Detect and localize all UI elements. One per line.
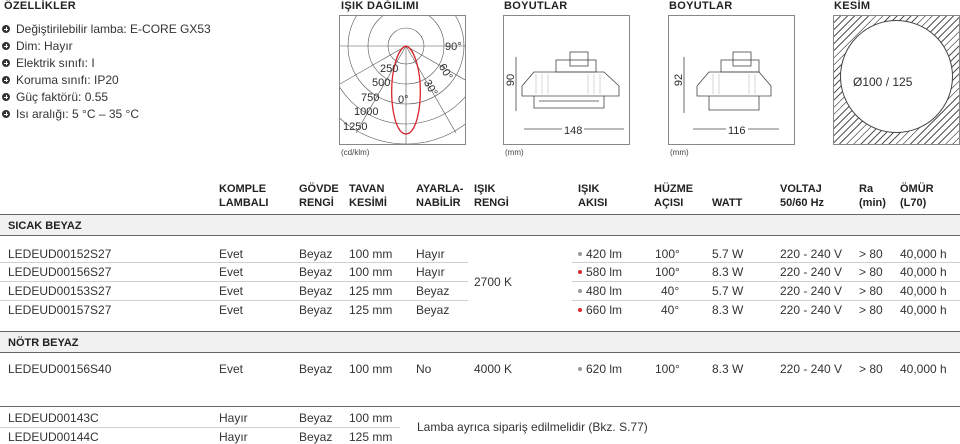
radial-label-750: 750	[361, 92, 380, 104]
dim2-width-label: 116	[728, 125, 746, 137]
flux-dot	[578, 270, 582, 274]
section-neutral-white: NÖTR BEYAZ	[0, 331, 960, 353]
bottom-note: Lamba ayrıca sipariş edilmelidir (Bkz. S.77)	[417, 420, 648, 434]
dim2-unit: (mm)	[670, 148, 689, 157]
row-divider	[0, 281, 468, 282]
product-code: LEDEUD00156S40	[8, 362, 112, 376]
section-divider	[0, 406, 960, 407]
col-ceiling-cut: TAVAN KESİMİ	[349, 183, 387, 209]
product-code: LEDEUD00144C	[8, 430, 99, 444]
col-ra: Ra (min)	[859, 183, 886, 209]
col-complete: KOMPLE LAMBALI	[219, 183, 269, 209]
dim1-width-label: 148	[564, 125, 583, 137]
plus-icon	[2, 110, 10, 118]
radial-label-500: 500	[372, 77, 391, 89]
angle-label-60: 60°	[435, 61, 455, 83]
product-code: LEDEUD00157S27	[8, 303, 112, 317]
feature-item: Isı aralığı: 5 °C – 35 °C	[2, 106, 211, 123]
dimensions-header-1: BOYUTLAR	[504, 0, 568, 12]
plus-icon	[2, 25, 10, 33]
dim1-unit: (mm)	[505, 148, 524, 157]
angle-label-90: 90°	[445, 41, 462, 53]
col-beam: HÜZME AÇISI	[654, 183, 694, 209]
row-divider	[572, 300, 960, 301]
feature-item: Değiştirilebilir lamba: E-CORE GX53	[2, 21, 211, 38]
col-flux: IŞIK AKISI	[578, 183, 608, 209]
cutout-header: KESİM	[834, 0, 871, 12]
polar-diagram	[339, 15, 466, 145]
dimension-drawing-1	[503, 15, 630, 145]
col-watt: WATT	[712, 197, 743, 209]
cutout-label: Ø100 / 125	[853, 75, 913, 89]
feature-item: Koruma sınıfı: IP20	[2, 72, 211, 89]
warm-light-color: 2700 K	[474, 275, 513, 289]
flux-dot	[578, 289, 582, 293]
dimension-drawing-2	[668, 15, 795, 145]
row-divider	[572, 262, 960, 263]
product-code: LEDEUD00143C	[8, 411, 99, 425]
col-body-color: GÖVDE RENGİ	[299, 183, 339, 209]
cutout-diagram	[833, 15, 960, 145]
dim2-height-label: 92	[673, 73, 686, 87]
features-header: ÖZELLİKLER	[4, 0, 77, 12]
row-divider	[572, 281, 960, 282]
plus-icon	[2, 59, 10, 67]
col-adjustable: AYARLA- NABİLİR	[416, 183, 464, 209]
feature-item: Güç faktörü: 0.55	[2, 89, 211, 106]
dimensions-header-2: BOYUTLAR	[669, 0, 733, 12]
row-divider	[0, 427, 400, 428]
polar-unit: (cd/klm)	[341, 148, 370, 157]
angle-label-30: 30°	[420, 77, 440, 99]
radial-label-1000: 1000	[354, 106, 379, 118]
flux-dot	[578, 308, 582, 312]
radial-label-1250: 1250	[343, 121, 368, 133]
plus-icon	[2, 42, 10, 50]
col-lifetime: ÖMÜR (L70)	[900, 183, 934, 209]
light-distribution-header: IŞIK DAĞILIMI	[341, 0, 419, 12]
flux-dot	[578, 252, 582, 256]
radial-label-250: 250	[380, 63, 399, 75]
plus-icon	[2, 93, 10, 101]
angle-label-0: 0°	[398, 94, 409, 106]
row-divider	[0, 300, 468, 301]
col-light-color: IŞIK RENGİ	[474, 183, 509, 209]
features-list	[2, 21, 211, 123]
feature-item: Elektrik sınıfı: I	[2, 55, 211, 72]
row-divider	[0, 262, 468, 263]
flux-dot	[578, 367, 582, 371]
feature-item: Dim: Hayır	[2, 38, 211, 55]
section-warm-white: SICAK BEYAZ	[0, 214, 960, 236]
product-code: LEDEUD00153S27	[8, 284, 112, 298]
product-code: LEDEUD00152S27	[8, 247, 112, 261]
dim1-height-label: 90	[505, 73, 518, 87]
plus-icon	[2, 76, 10, 84]
product-code: LEDEUD00156S27	[8, 265, 112, 279]
col-voltage: VOLTAJ 50/60 Hz	[780, 183, 825, 209]
